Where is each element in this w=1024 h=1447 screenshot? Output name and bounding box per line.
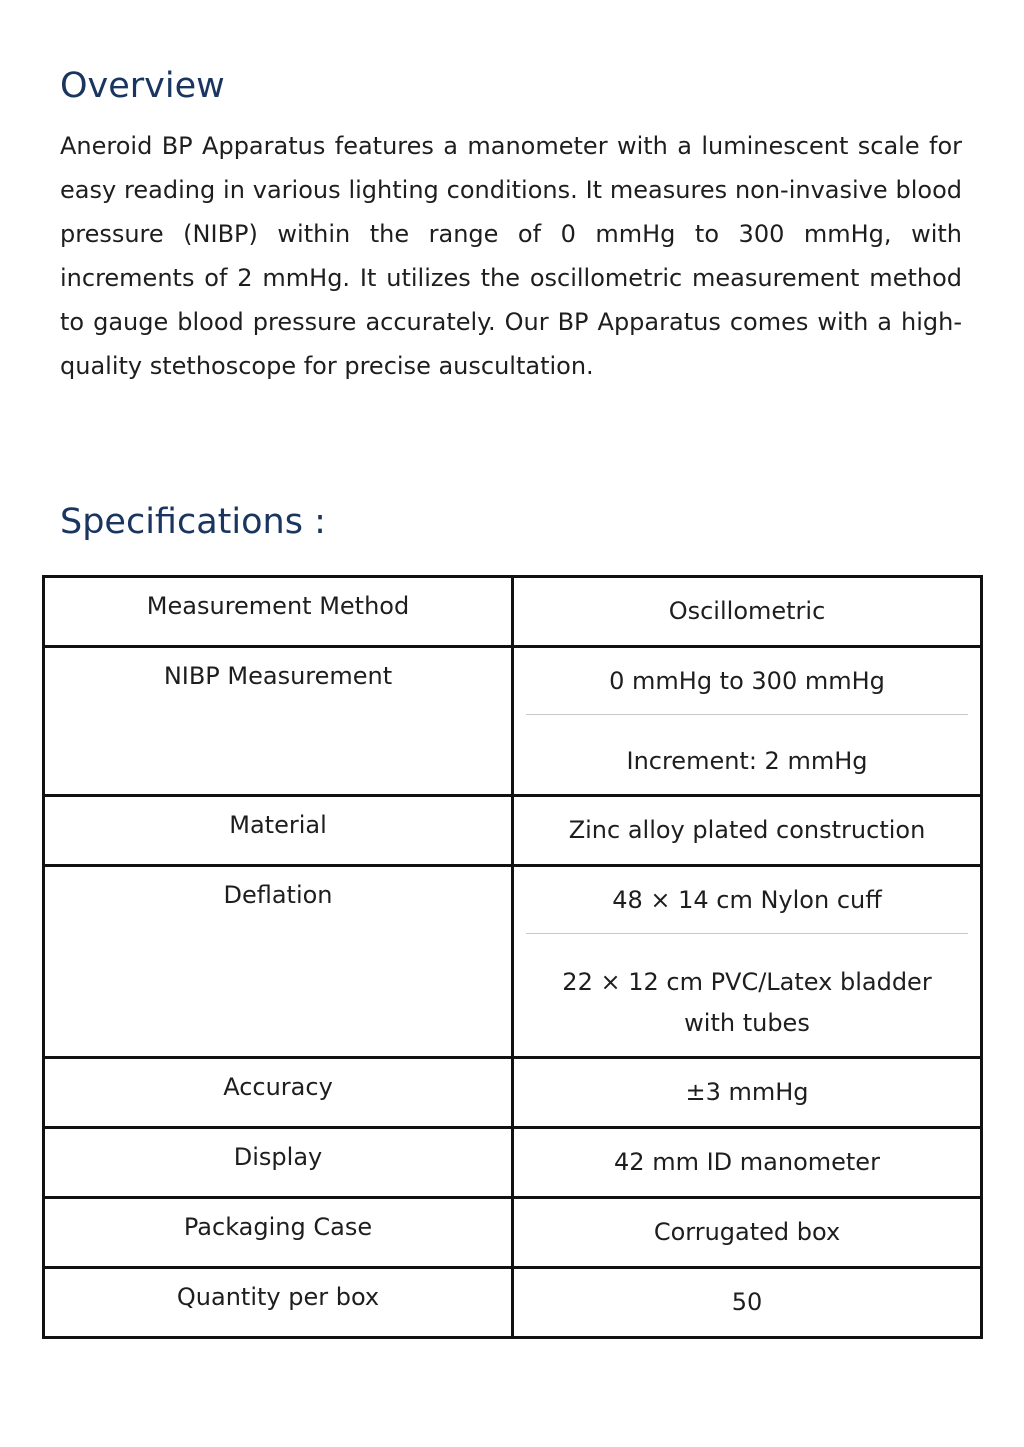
specifications-table [42,575,983,1339]
overview-paragraph: Aneroid BP Apparatus features a manometer with a luminescent scale for easy reading in various lighting conditions. It measures non-invasive blood pressure (NIBP) within the range of 0 mmHg to 300 mmHg, with increments of 2 mmHg. It utilizes the oscillometric measurement method to gauge blood pressure accurately. Our BP Apparatus comes with a high-quality stethoscope for precise auscultation. [60,132,962,380]
spec-value: 0 mmHg to 300 mmHg [609,667,885,695]
table-row [44,1128,982,1198]
spec-value: 50 [731,1288,763,1316]
table-row [44,866,982,1058]
spec-value-cell [513,796,982,866]
spec-value: Oscillometric [668,597,826,625]
spec-value: 42 mm ID manometer [614,1148,880,1176]
table-row [44,1058,982,1128]
spec-label: Packaging Case [44,1198,513,1268]
spec-value: Increment: 2 mmHg [526,714,968,794]
spec-value: 48 × 14 cm Nylon cuff [612,886,882,914]
spec-value-cell [513,1058,982,1128]
spec-value-cell [513,647,982,796]
spec-label: NIBP Measurement [44,647,513,796]
table-row [44,647,982,796]
spec-value-cell [513,1198,982,1268]
table-row [44,796,982,866]
table-row [44,577,982,647]
spec-value-cell [513,1268,982,1338]
spec-value-cell [513,866,982,1058]
overview-heading: Overview [60,66,225,106]
spec-value: 22 × 12 cm PVC/Latex bladder with tubes [526,933,968,1056]
spec-value-cell [513,1128,982,1198]
spec-label: Deflation [44,866,513,1058]
spec-label: Material [44,796,513,866]
spec-label: Accuracy [44,1058,513,1128]
spec-label: Measurement Method [44,577,513,647]
spec-label: Display [44,1128,513,1198]
specifications-heading: Specifications : [60,502,326,542]
spec-value: Zinc alloy plated construction [568,816,926,844]
table-row [44,1268,982,1338]
spec-value: ±3 mmHg [685,1078,809,1106]
spec-label: Quantity per box [44,1268,513,1338]
spec-value: Corrugated box [653,1218,841,1246]
table-row [44,1198,982,1268]
spec-value-cell [513,577,982,647]
